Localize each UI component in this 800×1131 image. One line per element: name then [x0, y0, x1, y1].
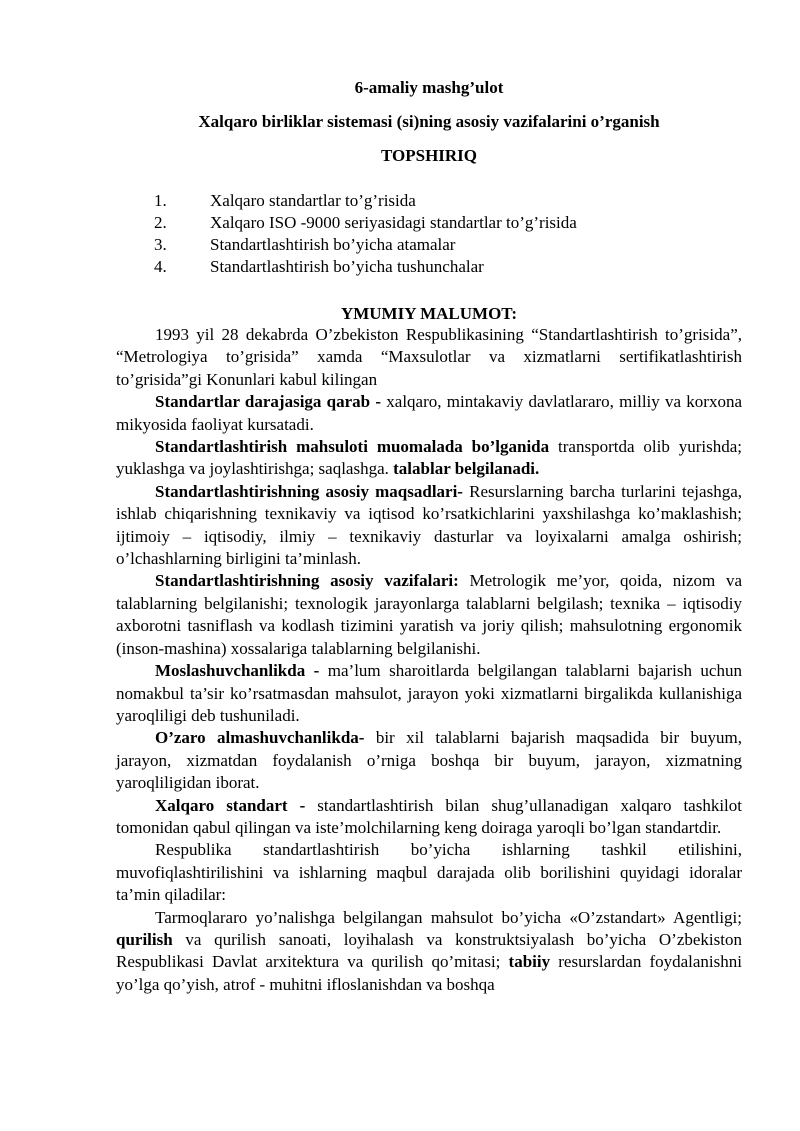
list-item-number: 1. — [154, 191, 167, 210]
task-list — [116, 190, 742, 278]
paragraph-term: Standartlashtirish mahsuloti muomalada bo’lganida — [155, 437, 550, 457]
paragraph-term: tabiiy — [508, 952, 551, 972]
paragraph-term-end: talablar belgilanadi. — [393, 459, 540, 479]
paragraph-text: transportda olib yurishda; yuklashga va joylashtirishga; saqlashga. — [116, 437, 742, 479]
paragraph-text: bir xil talablarni bajarish maqsadida bir buyum, jarayon, xizmatdan foydalanish o’rniga boshqa bir buyum, jarayon, xizmatning yaroqliligidan iborat. — [116, 728, 742, 793]
paragraph — [116, 570, 742, 660]
page-subtitle: Xalqaro birliklar sistemasi (si)ning asosiy vazifalarini o’rganish — [198, 112, 660, 131]
list-item-text: Xalqaro ISO -9000 seriyasidagi standartlar to’g’risida — [210, 213, 577, 232]
paragraph-text: resurslardan foydalanishni yo’lga qo’yish, atrof - muhitni ifloslanishdan va boshqa — [116, 952, 742, 994]
paragraph-term: Standartlashtirishning asosiy maqsadlari- — [155, 481, 463, 501]
paragraph-text: Resurslarning barcha turlarini tejashga, ishlab chiqarishning texnikaviy va iqtisod ko’rsatkichlarini yaxshilashga ko’maklashish; ijtimoiy – iqtisodiy, ilmiy – texnikaviy dasturlar va loyixalarni amalga oshirish; o’lchashlarning birligini ta’minlash. — [116, 481, 742, 569]
section-heading: YMUMIY MALUMOT: — [340, 304, 518, 323]
list-item-number: 2. — [154, 213, 167, 232]
paragraph-text: xalqaro, mintakaviy davlatlararo, milliy va korxona mikyosida faoliyat kursatadi. — [116, 392, 743, 434]
paragraph-text: standartlashtirish bilan shug’ullanadigan xalqaro tashkilot tomonidan qabul qilingan va iste’molchilarning keng doiraga yaroqli bo’lgan standartdir. — [116, 795, 742, 837]
paragraph — [116, 391, 742, 436]
paragraph — [116, 727, 742, 794]
paragraph-term: Standartlashtirishning asosiy vazifalari: — [155, 571, 459, 591]
task-heading: TOPSHIRIQ — [380, 146, 478, 165]
paragraph-term: O’zaro almashuvchanlikda- — [155, 728, 365, 748]
list-item-number: 4. — [154, 257, 167, 276]
list-item-text: Xalqaro standartlar to’g’risida — [210, 191, 416, 210]
list-item — [116, 256, 742, 278]
paragraph-text: ma’lum sharoitlarda belgilangan talablarni bajarish uchun nomakbul ta’sir ko’rsatmasdan mahsulot, jarayon yoki xizmatlarni birgalikda kullanishiga yaroqliligi deb tushuniladi. — [116, 661, 742, 725]
paragraph — [116, 907, 742, 997]
paragraph — [116, 324, 742, 391]
paragraph — [116, 660, 742, 727]
paragraph — [116, 795, 742, 840]
paragraph — [116, 436, 742, 481]
list-item-number: 3. — [154, 235, 167, 254]
paragraph-text: 1993 yil 28 dekabrda O’zbekiston Respublikasining “Standartlashtirish to’grisida”, “Metrologiya to’grisida” xamda “Maxsulotlar va xizmatlarni sertifikatlashtirish to’grisida”gi Konunlari kabul kilingan — [116, 325, 742, 389]
list-item — [116, 212, 742, 234]
list-item-text: Standartlashtirish bo’yicha tushunchalar — [210, 257, 484, 276]
paragraph-term: Standartlar darajasiga qarab - — [155, 392, 382, 412]
list-item — [116, 234, 742, 256]
document-page — [116, 74, 742, 996]
paragraph-text: Tarmoqlararo yo’nalishga belgilangan mahsulot bo’yicha «O’zstandart» Agentligi; — [155, 907, 742, 927]
list-item-text: Standartlashtirish bo’yicha atamalar — [210, 235, 456, 254]
paragraph-text: va qurilish sanoati, loyihalash va konstruktsiyalash bo’yicha O’zbekiston Respublikasi Davlat arxitektura va qurilish qo’mitasi; — [116, 929, 742, 972]
paragraph-term: qurilish — [116, 929, 173, 949]
page-title: 6-amaliy mashg’ulot — [354, 78, 504, 97]
paragraph-term: Moslashuvchanlikda - — [155, 661, 320, 681]
paragraph — [116, 481, 742, 571]
body-text — [116, 324, 742, 996]
paragraph — [116, 839, 742, 906]
paragraph-text: Respublika standartlashtirish bo’yicha ishlarning tashkil etilishini, muvofiqlashtirilishini va ishlarning maqbul darajada olib borilishini quyidagi idoralar ta’min qiladilar: — [116, 840, 742, 905]
paragraph-text: Metrologik me’yor, qoida, nizom va talablarning belgilanishi; texnologik jarayonlarga talablarni belgilash; texnika – iqtisodiy axborotni tasniflash va kodlash tizimini yaratish va joriy qilish; mahsulotning ergonomik (inson-mashina) xossalariga talablarning belgilanishi. — [116, 571, 742, 658]
list-item — [116, 190, 742, 212]
paragraph-term: Xalqaro standart - — [155, 795, 306, 815]
